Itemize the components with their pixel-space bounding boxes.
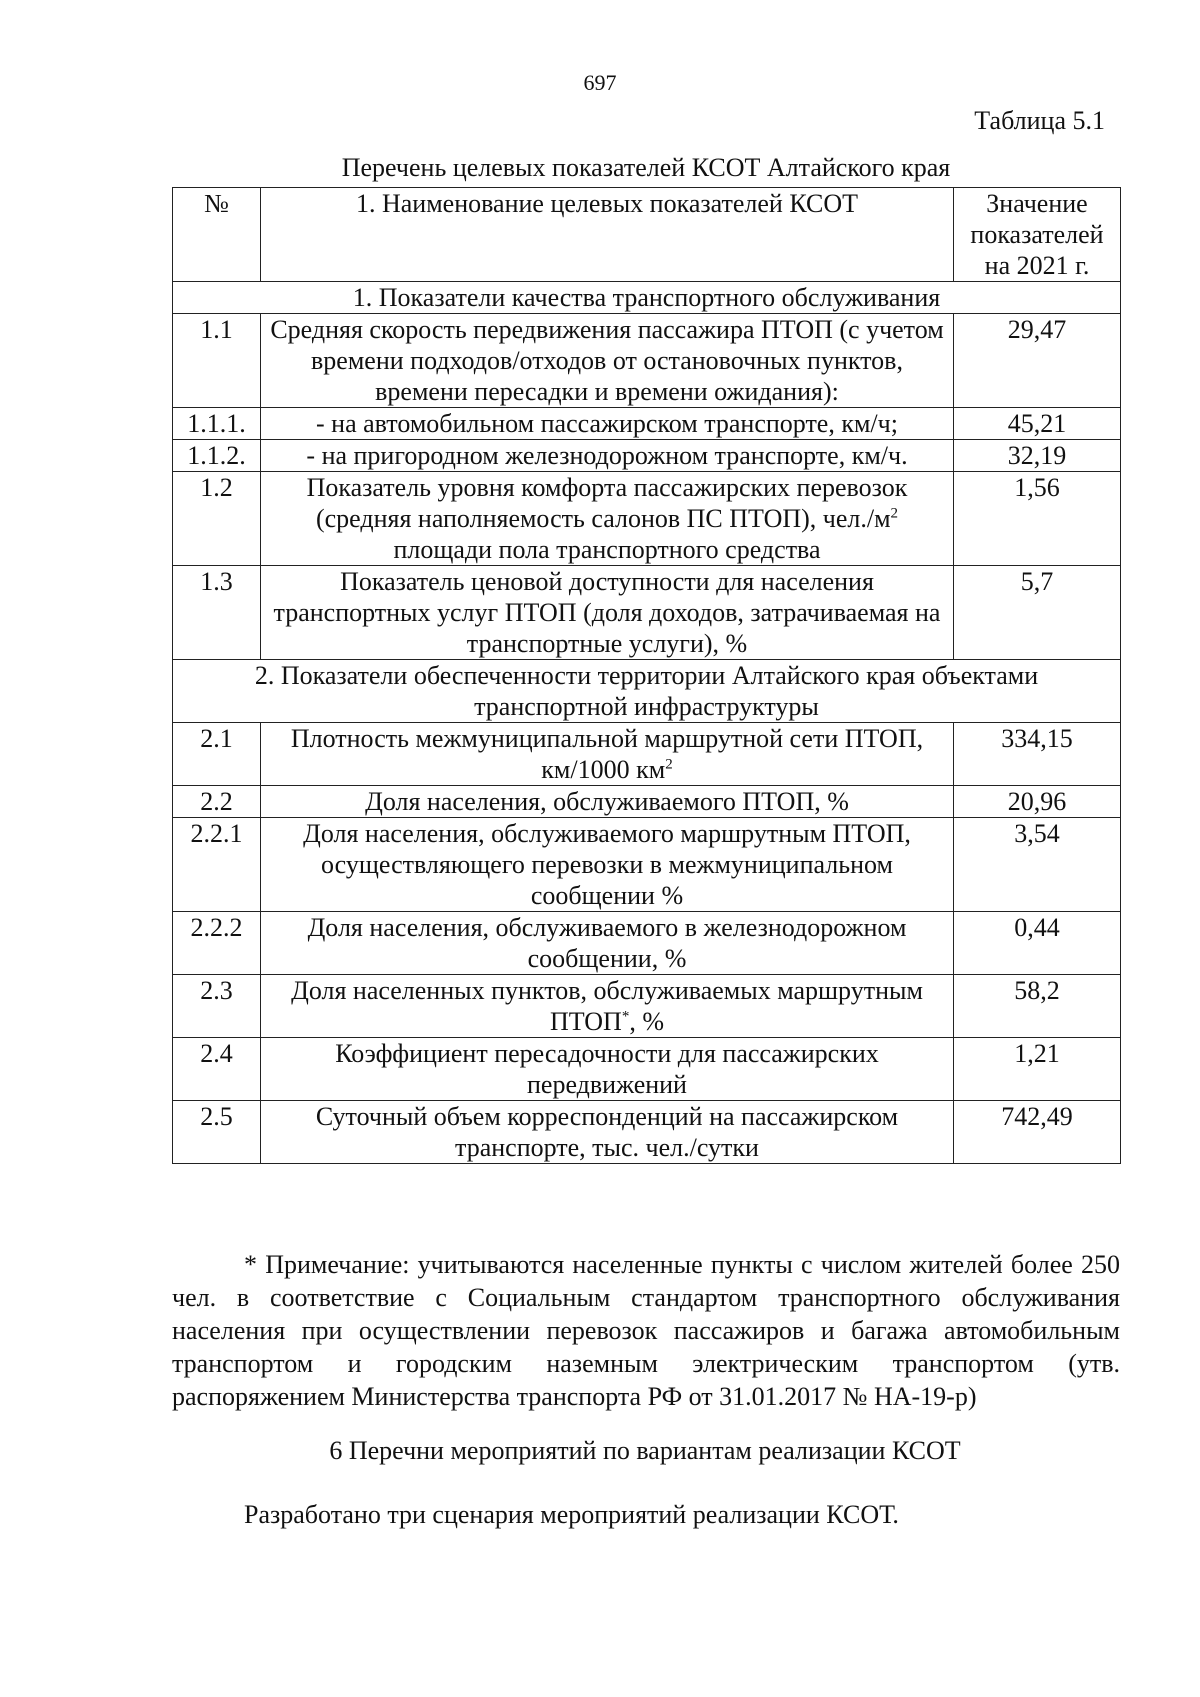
row-value: 45,21: [954, 408, 1121, 440]
row-name: Доля населения, обслуживаемого ПТОП, %: [261, 786, 954, 818]
header-value: Значение показателей на 2021 г.: [954, 188, 1121, 282]
table-title: Перечень целевых показателей КСОТ Алтайского края: [341, 153, 951, 182]
row-value: 334,15: [954, 723, 1121, 786]
row-value: 0,44: [954, 912, 1121, 975]
row-num: 2.1: [173, 723, 261, 786]
row-name-text: Плотность межмуниципальной маршрутной сети ПТОП, км/1000 км: [290, 724, 924, 784]
row-num: 2.4: [173, 1038, 261, 1101]
table-row: [173, 408, 1121, 440]
row-num: 1.1.2.: [173, 440, 261, 472]
row-num: 1.1: [173, 314, 261, 408]
superscript: *: [621, 1008, 630, 1025]
row-name: [261, 472, 954, 566]
header-name: 1. Наименование целевых показателей КСОТ: [261, 188, 954, 282]
body-paragraph: Разработано три сценария мероприятий реализации КСОТ.: [244, 1500, 899, 1529]
table-row: [173, 975, 1121, 1038]
row-value: 29,47: [954, 314, 1121, 408]
table-row: [173, 1101, 1121, 1164]
section-heading: 6 Перечни мероприятий по вариантам реализации КСОТ: [329, 1436, 961, 1465]
row-value: 1,56: [954, 472, 1121, 566]
row-num: 2.5: [173, 1101, 261, 1164]
section-row: [173, 660, 1121, 723]
table-row: [173, 818, 1121, 912]
row-name-tail: , %: [629, 1007, 665, 1036]
header-num: №: [173, 188, 261, 282]
table-number: Таблица 5.1: [974, 106, 1105, 135]
table-row: [173, 786, 1121, 818]
table-row: [173, 566, 1121, 660]
section-2-title: 2. Показатели обеспеченности территории Алтайского края объектами транспортной инфраструктуры: [173, 660, 1121, 723]
row-value: 20,96: [954, 786, 1121, 818]
row-value: 3,54: [954, 818, 1121, 912]
row-name-tail: площади пола транспортного средства: [393, 535, 821, 564]
table-header-row: [173, 188, 1121, 282]
section-1-title: 1. Показатели качества транспортного обслуживания: [173, 282, 1121, 314]
row-value: 58,2: [954, 975, 1121, 1038]
row-num: 1.2: [173, 472, 261, 566]
row-name: Суточный объем корреспонденций на пассажирском транспорте, тыс. чел./сутки: [261, 1101, 954, 1164]
page-number: 697: [583, 70, 617, 95]
table-row: [173, 723, 1121, 786]
superscript: 2: [890, 505, 899, 522]
row-name: - на пригородном железнодорожном транспорте, км/ч.: [261, 440, 954, 472]
row-num: 1.1.1.: [173, 408, 261, 440]
row-name: Средняя скорость передвижения пассажира ПТОП (с учетом времени подходов/отходов от остановочных пунктов, времени пересадки и времени ожидания):: [261, 314, 954, 408]
row-name: Доля населения, обслуживаемого маршрутным ПТОП, осуществляющего перевозки в межмуниципальном сообщении %: [261, 818, 954, 912]
table-row: [173, 472, 1121, 566]
kpi-table: [172, 187, 1121, 1164]
row-num: 2.2.1: [173, 818, 261, 912]
row-num: 2.2: [173, 786, 261, 818]
row-value: 5,7: [954, 566, 1121, 660]
row-name: Доля населения, обслуживаемого в железнодорожном сообщении, %: [261, 912, 954, 975]
row-value: 742,49: [954, 1101, 1121, 1164]
row-value: 32,19: [954, 440, 1121, 472]
row-value: 1,21: [954, 1038, 1121, 1101]
superscript: 2: [665, 756, 673, 773]
row-name: - на автомобильном пассажирском транспорте, км/ч;: [261, 408, 954, 440]
row-name: Коэффициент пересадочности для пассажирских передвижений: [261, 1038, 954, 1101]
row-num: 2.3: [173, 975, 261, 1038]
row-name: [261, 975, 954, 1038]
table-row: [173, 1038, 1121, 1101]
row-name: [261, 723, 954, 786]
row-num: 1.3: [173, 566, 261, 660]
footnote: * Примечание: учитываются населенные пункты с числом жителей более 250 чел. в соответствие с Социальным стандартом транспортного обслуживания населения при осуществлении перевозок пассажиров и багажа автомобильным транспортом и городским наземным электрическим транспортом (утв. распоряжением Министерства транспорта РФ от 31.01.2017 № НА-19-р): [172, 1250, 1120, 1411]
table-row: [173, 440, 1121, 472]
section-row: [173, 282, 1121, 314]
row-name-text: Показатель уровня комфорта пассажирских перевозок (средняя наполняемость салонов ПС ПТОП), чел./м: [306, 473, 908, 533]
row-name-text: Доля населенных пунктов, обслуживаемых маршрутным ПТОП: [291, 976, 923, 1036]
row-name: Показатель ценовой доступности для населения транспортных услуг ПТОП (доля доходов, затрачиваемая на транспортные услуги), %: [261, 566, 954, 660]
row-num: 2.2.2: [173, 912, 261, 975]
table-row: [173, 912, 1121, 975]
table-row: [173, 314, 1121, 408]
